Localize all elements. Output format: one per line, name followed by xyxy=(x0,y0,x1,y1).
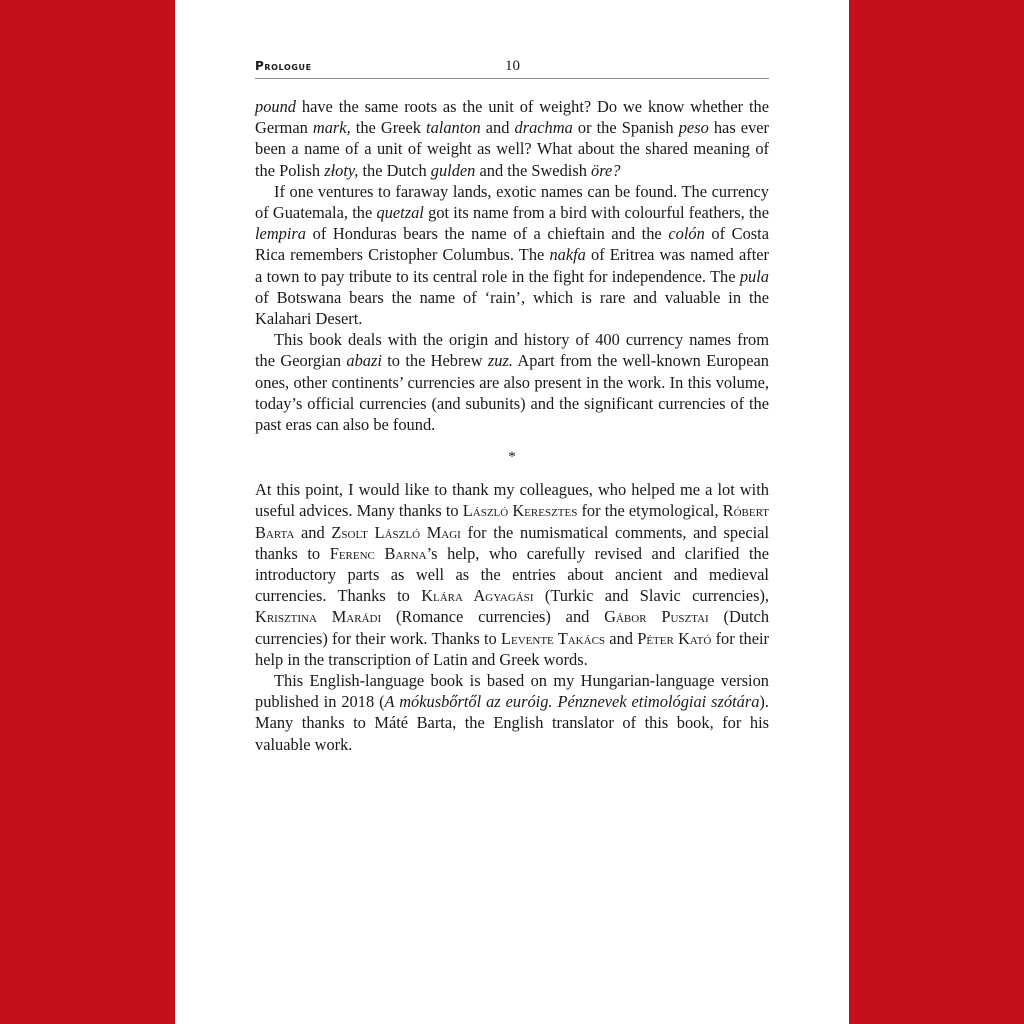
text-run: If one ventures to faraway lands, exotic names can be found. The currency of Guatemala, the xyxy=(255,181,769,223)
page-number: 10 xyxy=(505,58,520,74)
text-run: the Greek xyxy=(350,118,427,138)
italic-term: lempira xyxy=(255,224,306,244)
text-run: have the same roots as the unit of weight? Do we know whether the German xyxy=(255,97,769,138)
paragraph xyxy=(255,96,769,181)
italic-term: pound xyxy=(255,97,296,116)
person-name: Gábor Pusztai xyxy=(604,607,709,627)
book-page xyxy=(175,0,849,1024)
text-run: This book deals with the origin and history of 400 currency names from the Georgian xyxy=(255,330,769,371)
person-name: Klára Agyagási xyxy=(421,586,534,606)
person-name: Ferenc Barna xyxy=(329,543,427,563)
italic-term: mark, xyxy=(312,118,351,138)
person-name: László Keresztes xyxy=(462,501,578,521)
section-title: Prologue xyxy=(255,59,312,73)
text-run: This English-language book is based on my Hungarian-language version published in 2018 ( xyxy=(255,671,769,712)
italic-term: quetzal xyxy=(376,203,424,223)
paragraph xyxy=(255,479,769,670)
person-name: Péter Kató xyxy=(637,628,712,648)
text-run: and xyxy=(480,118,515,138)
text-run: and xyxy=(294,522,332,542)
italic-term: talanton xyxy=(426,118,481,138)
text-run: of Botswana bears the name of ‘rain’, which is rare and valuable in the Kalahari Desert. xyxy=(255,287,769,329)
italic-term: zuz. xyxy=(487,351,513,371)
italic-term: nakfa xyxy=(549,245,586,265)
text-run: (Turkic and Slavic currencies), xyxy=(533,586,770,606)
body-text xyxy=(255,96,769,755)
person-name: Zsolt László Magi xyxy=(331,522,461,542)
italic-term: złoty, xyxy=(324,160,359,180)
italic-term: abazi xyxy=(346,351,382,371)
italic-term: drachma xyxy=(514,118,573,138)
person-name: Róbert Barta xyxy=(255,501,769,542)
text-run: of Honduras bears the name of a chieftain and the xyxy=(306,224,669,244)
italic-term: A mókusbőrtől az euróig. Pénznevek etimológiai szótára xyxy=(384,692,760,712)
text-run: ). Many thanks to Máté Barta, the English translator of this book, for his valuable work. xyxy=(255,692,769,754)
italic-term: gulden xyxy=(430,160,476,180)
italic-term: peso xyxy=(678,118,709,138)
text-run: for the etymological, xyxy=(577,501,723,521)
text-run: At this point, I would like to thank my colleagues, who helped me a lot with useful advices. Many thanks to xyxy=(255,480,769,521)
section-separator: * xyxy=(508,449,516,466)
text-run: or the Spanish xyxy=(572,118,679,138)
text-run: has ever been a name of a unit of weight as well? What about the shared meaning of the Polish xyxy=(255,118,769,180)
text-run: and xyxy=(605,628,638,648)
text-run: (Romance currencies) and xyxy=(381,607,605,627)
text-run: for their help in the transcription of Latin and Greek words. xyxy=(255,628,769,669)
italic-term: öre? xyxy=(591,160,621,180)
text-run: of Eritrea was named after a town to pay tribute to its central role in the fight for independence. The xyxy=(255,245,769,286)
person-name: Krisztina Marádi xyxy=(255,607,382,627)
text-run: and the Swedish xyxy=(475,160,592,180)
italic-term: colón xyxy=(668,224,705,244)
italic-term: pula xyxy=(739,266,769,286)
person-name: Levente Takács xyxy=(500,628,606,648)
text-run: for the numismatical comments, and special thanks to xyxy=(255,522,769,563)
text-run: ’s help, who carefully revised and clarified the introductory parts as well as the entries about ancient and medieval currencies. Thanks to xyxy=(255,543,769,606)
paragraph xyxy=(255,329,769,435)
text-run: to the Hebrew xyxy=(381,351,488,371)
text-run: Apart from the well-known European ones, other continents’ currencies are also present in the work. In this volume, today’s official currencies (and subunits) and the significant currencies of the past eras can also be found. xyxy=(255,351,769,435)
text-run: of Costa Rica remembers Cristopher Columbus. The xyxy=(255,224,770,265)
text-run: (Dutch currencies) for their work. Thanks to xyxy=(255,607,770,648)
running-header xyxy=(255,58,769,79)
text-run: the Dutch xyxy=(358,160,431,180)
paragraph xyxy=(255,181,769,329)
text-run: got its name from a bird with colourful feathers, the xyxy=(423,203,770,223)
paragraph xyxy=(255,670,769,755)
